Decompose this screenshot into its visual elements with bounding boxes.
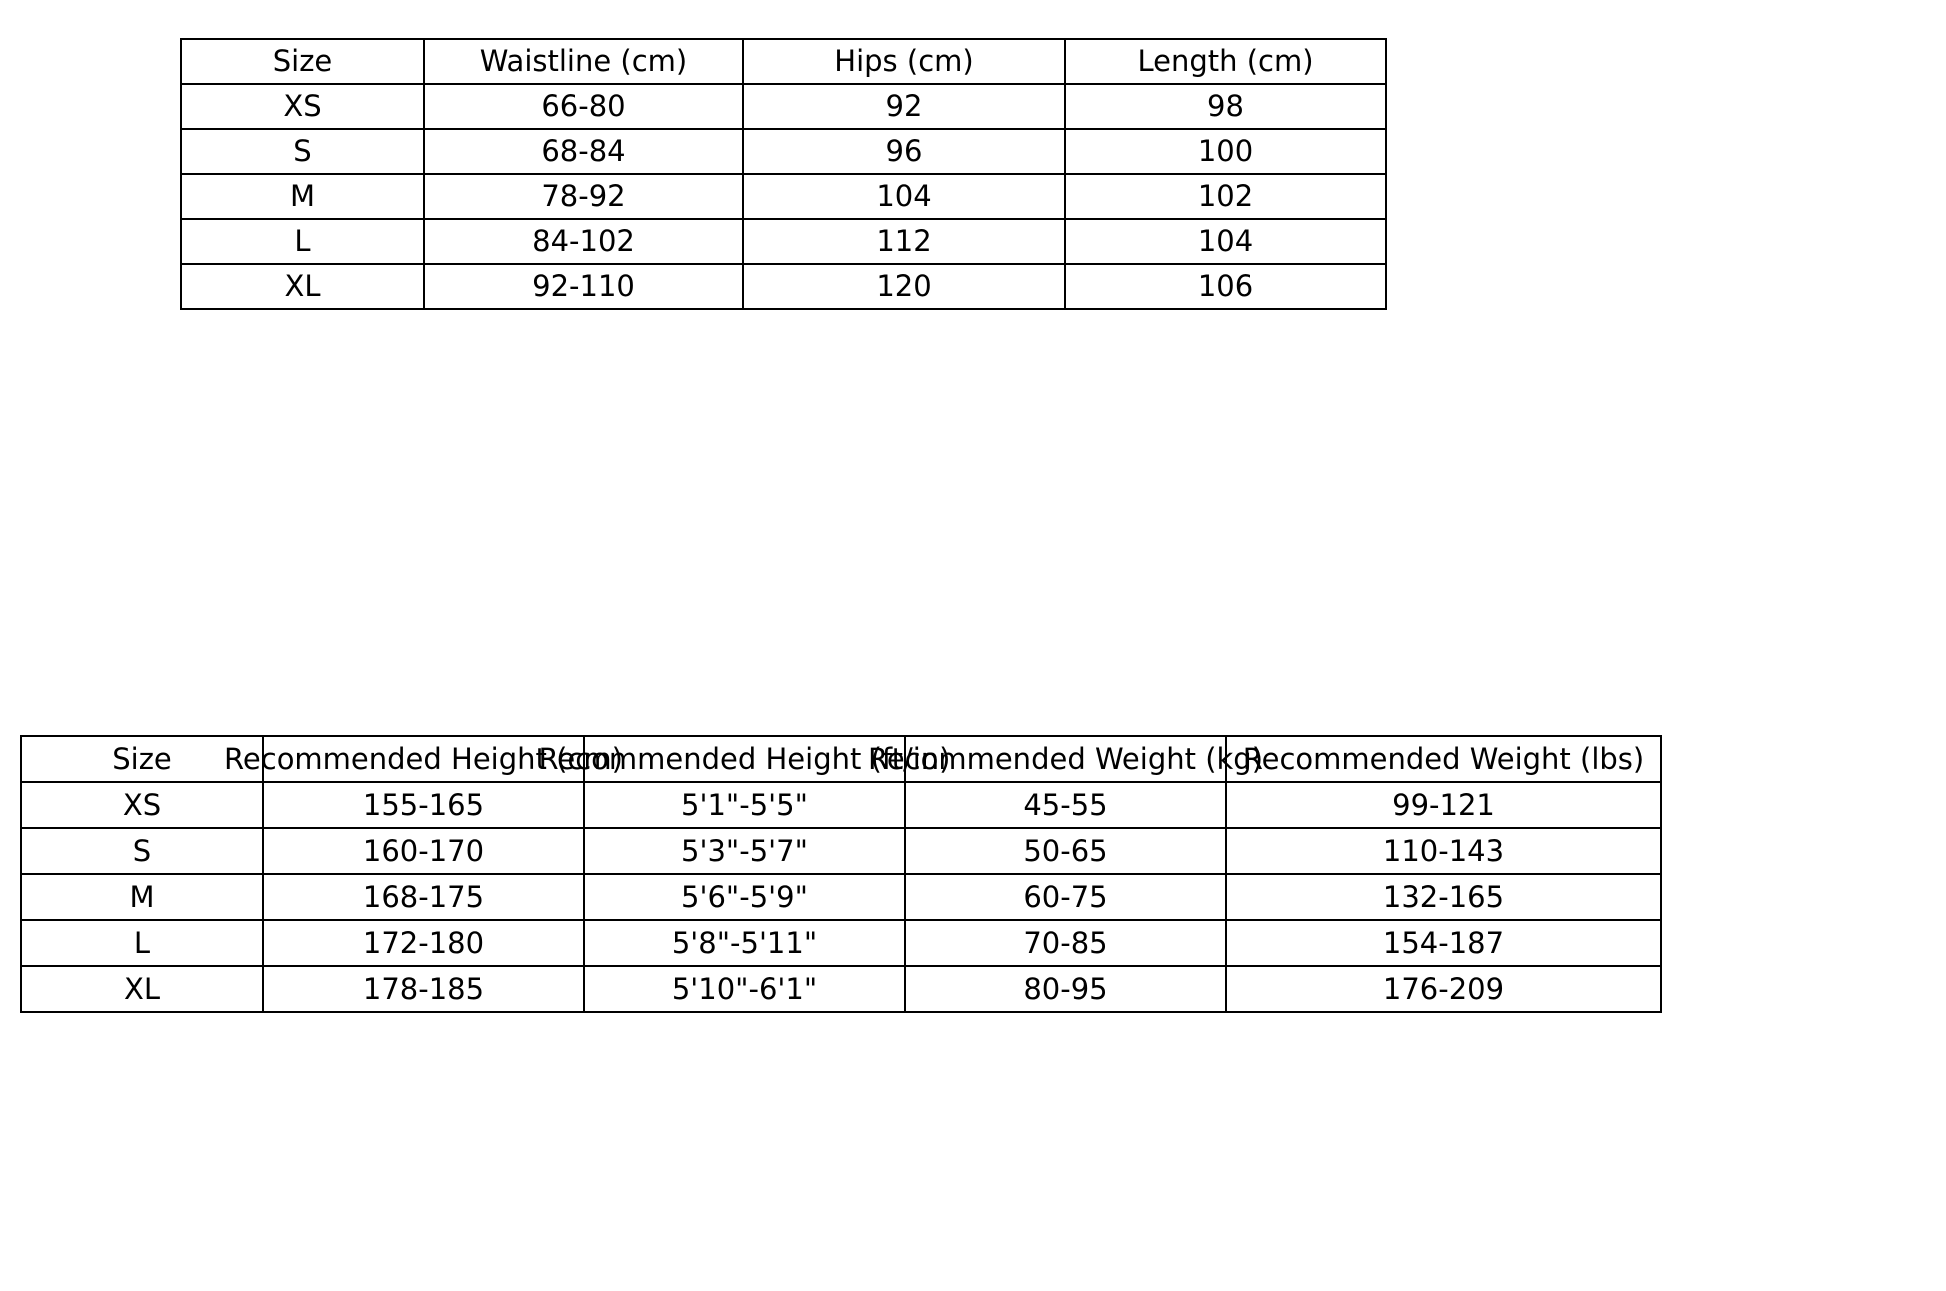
column-header-height-cm-label: Recommended Height (cm) [224, 742, 623, 776]
column-header-weight-kg [867, 736, 1264, 782]
table-header-row [21, 736, 1661, 782]
column-header-hips: Hips (cm) [743, 39, 1065, 84]
cell-waistline: 68-84 [424, 129, 743, 174]
garment-measurements-table [180, 38, 1387, 310]
table-row [181, 219, 1386, 264]
table-row [21, 966, 1661, 1012]
cell-hips: 120 [743, 264, 1065, 309]
cell-weight-lbs: 132-165 [1226, 874, 1661, 920]
table-row [21, 782, 1661, 828]
cell-length: 104 [1065, 219, 1386, 264]
table-row [21, 874, 1661, 920]
cell-height-cm: 160-170 [263, 828, 584, 874]
table-row [181, 174, 1386, 219]
cell-waistline: 92-110 [424, 264, 743, 309]
cell-size: XL [21, 966, 263, 1012]
column-header-height-ftin [538, 736, 951, 782]
cell-weight-kg: 60-75 [905, 874, 1226, 920]
cell-weight-kg: 70-85 [905, 920, 1226, 966]
cell-weight-lbs: 110-143 [1226, 828, 1661, 874]
column-header-weight-lbs [1226, 736, 1661, 782]
cell-height-cm: 168-175 [263, 874, 584, 920]
cell-size: M [21, 874, 263, 920]
table-row [181, 84, 1386, 129]
cell-height-ftin: 5'8"-5'11" [584, 920, 905, 966]
cell-size: S [21, 828, 263, 874]
column-header-height-cm [224, 736, 623, 782]
cell-length: 98 [1065, 84, 1386, 129]
cell-hips: 112 [743, 219, 1065, 264]
cell-weight-kg: 50-65 [905, 828, 1226, 874]
cell-height-ftin: 5'1"-5'5" [584, 782, 905, 828]
column-header-waistline: Waistline (cm) [424, 39, 743, 84]
cell-height-cm: 172-180 [263, 920, 584, 966]
cell-waistline: 78-92 [424, 174, 743, 219]
cell-height-ftin: 5'3"-5'7" [584, 828, 905, 874]
cell-height-ftin: 5'6"-5'9" [584, 874, 905, 920]
cell-size: S [181, 129, 424, 174]
cell-size: XS [21, 782, 263, 828]
column-header-weight-kg-label: Recommended Weight (kg) [867, 742, 1264, 776]
table-row [21, 828, 1661, 874]
recommended-fit-table [20, 735, 1662, 1013]
cell-hips: 104 [743, 174, 1065, 219]
table-row [181, 264, 1386, 309]
cell-length: 100 [1065, 129, 1386, 174]
table-row [21, 920, 1661, 966]
cell-hips: 92 [743, 84, 1065, 129]
cell-weight-lbs: 154-187 [1226, 920, 1661, 966]
cell-size: L [181, 219, 424, 264]
cell-size: XS [181, 84, 424, 129]
cell-length: 106 [1065, 264, 1386, 309]
column-header-length: Length (cm) [1065, 39, 1386, 84]
cell-height-cm: 155-165 [263, 782, 584, 828]
cell-height-ftin: 5'10"-6'1" [584, 966, 905, 1012]
cell-size: L [21, 920, 263, 966]
cell-height-cm: 178-185 [263, 966, 584, 1012]
cell-size: M [181, 174, 424, 219]
column-header-height-ftin-label: Recommended Height (ft/in) [538, 742, 951, 776]
cell-weight-kg: 45-55 [905, 782, 1226, 828]
cell-length: 102 [1065, 174, 1386, 219]
table-row [181, 129, 1386, 174]
column-header-size: Size [181, 39, 424, 84]
cell-waistline: 66-80 [424, 84, 743, 129]
cell-weight-lbs: 176-209 [1226, 966, 1661, 1012]
cell-hips: 96 [743, 129, 1065, 174]
column-header-weight-lbs-label: Recommended Weight (lbs) [1242, 742, 1645, 776]
table-header-row [181, 39, 1386, 84]
cell-size: XL [181, 264, 424, 309]
cell-weight-kg: 80-95 [905, 966, 1226, 1012]
cell-waistline: 84-102 [424, 219, 743, 264]
column-header-size-label: Size [112, 742, 172, 776]
cell-weight-lbs: 99-121 [1226, 782, 1661, 828]
